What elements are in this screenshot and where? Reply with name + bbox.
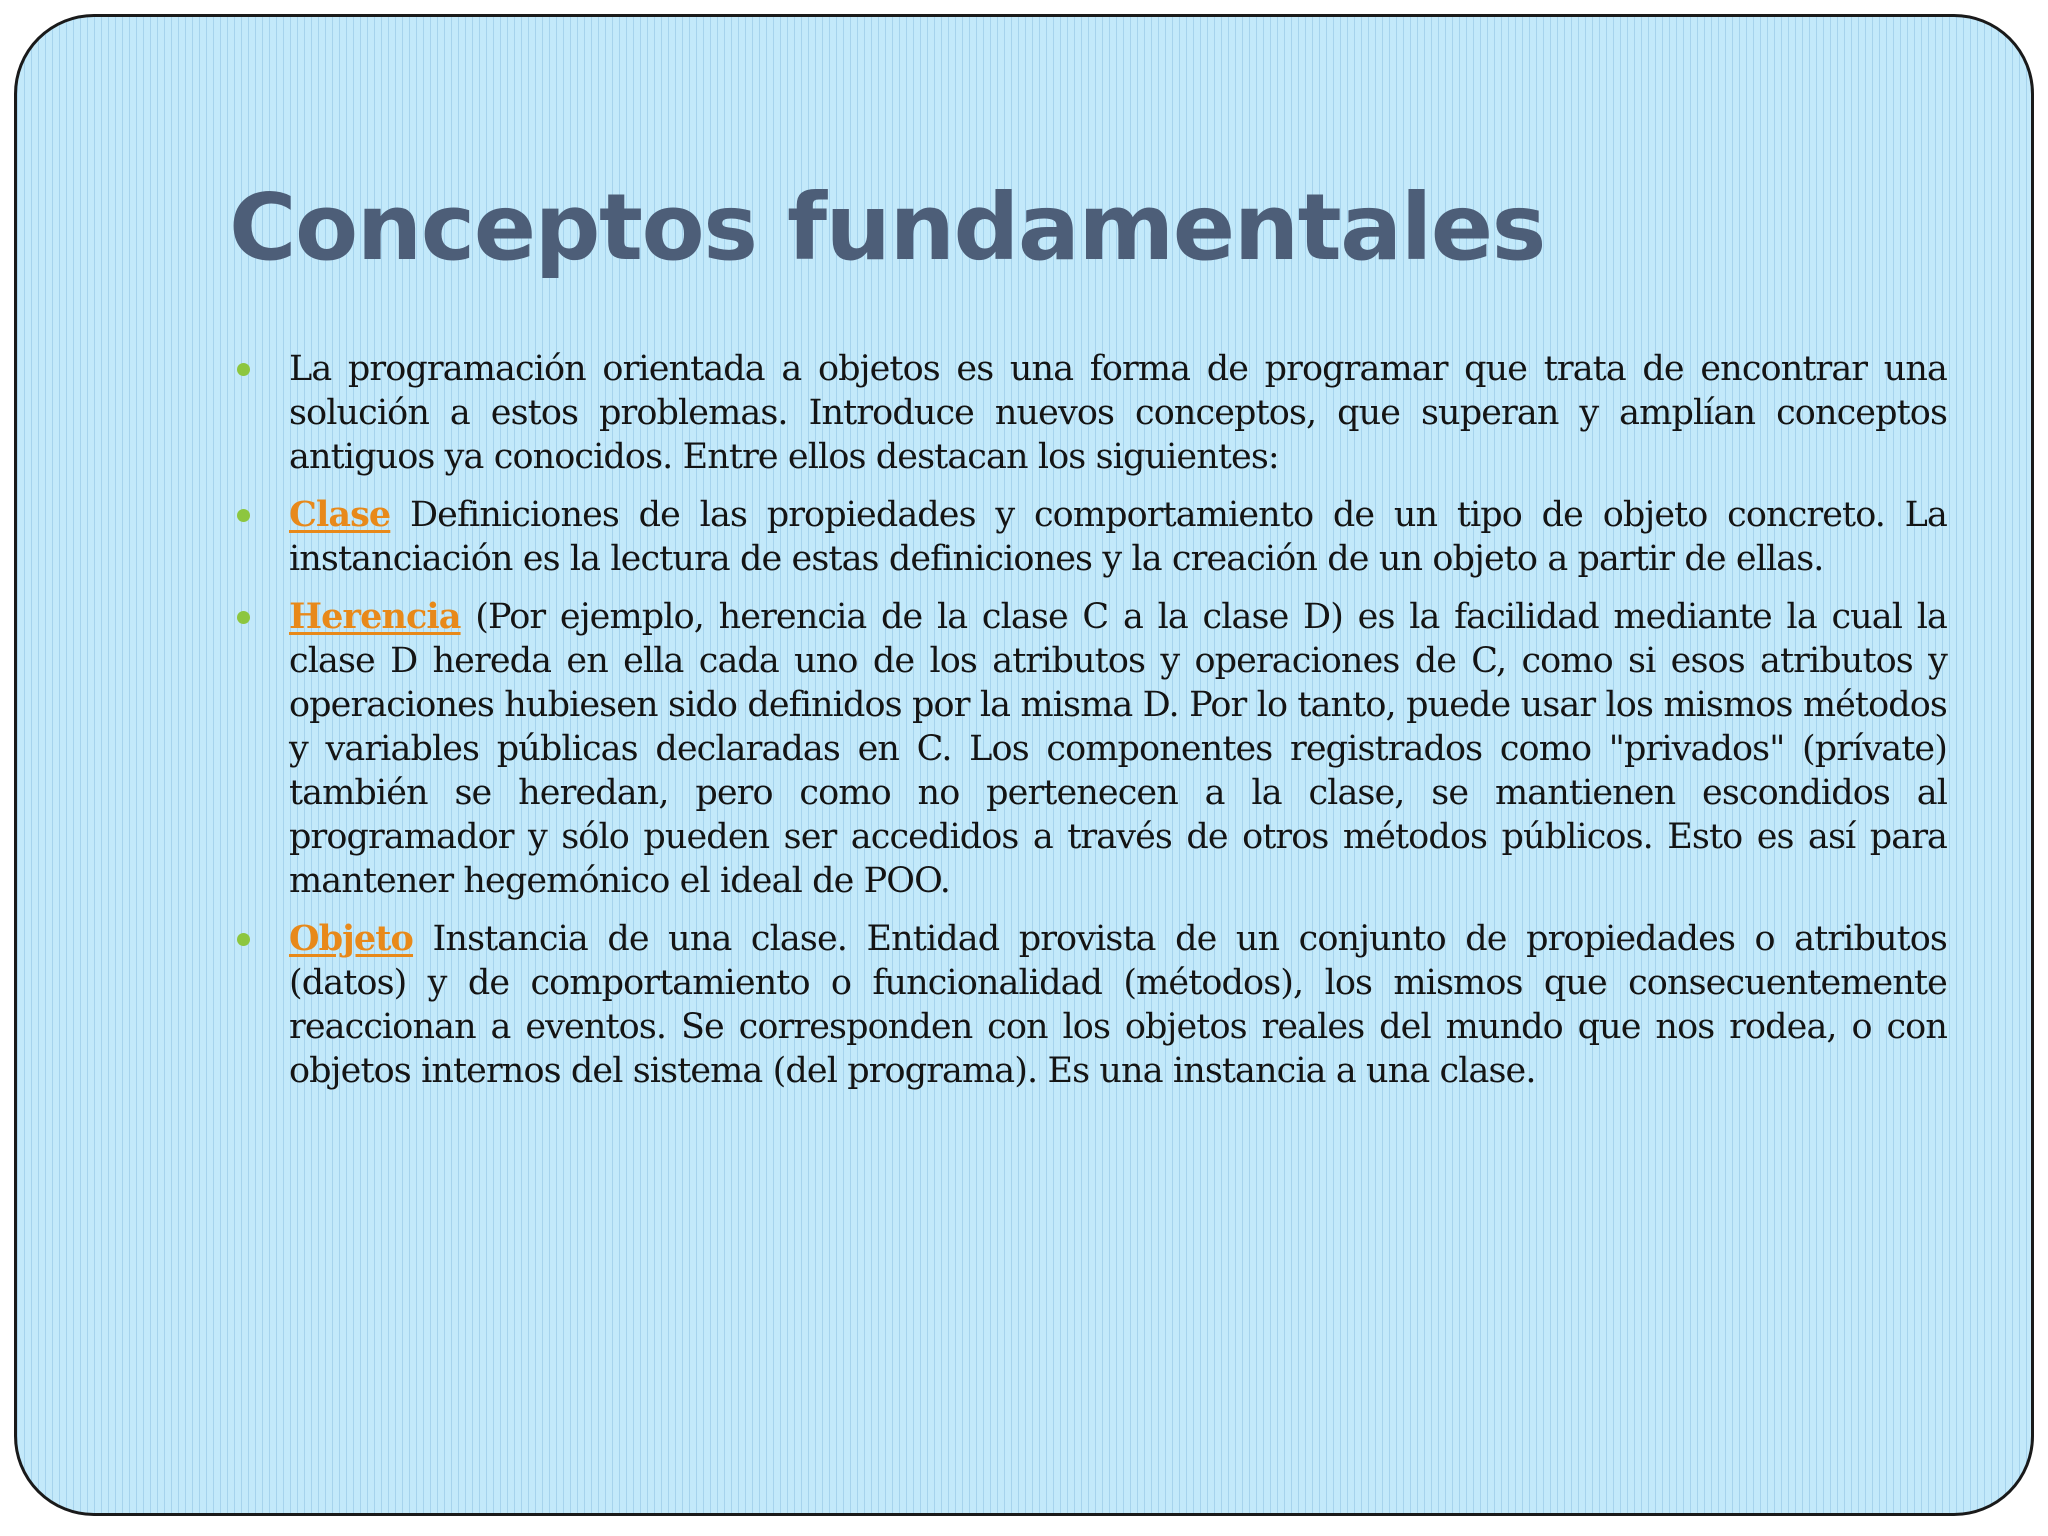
bullet-list [289,347,1947,1107]
bullet-dot-icon [237,611,250,624]
slide-title: Conceptos fundamentales [229,174,1545,281]
bullet-dot-icon [237,363,250,376]
bullet-intro-text: La programación orientada a objetos es una forma de programar que trata de encontrar una solución a estos problemas. Introduce nuevos conceptos, que superan y amplían conceptos antiguos ya conocidos. Entre ellos destacan los siguientes: [289,349,1947,477]
bullet-objeto [289,917,1947,1093]
bullet-dot-icon [237,933,250,946]
bullet-dot-icon [237,509,250,522]
bullet-herencia-text: (Por ejemplo, herencia de la clase C a la clase D) es la facilidad mediante la cual la clase D hereda en ella cada uno de los atributos y operaciones de C, como si esos atributos y operaciones hubiesen sido definidos por la misma D. Por lo tanto, puede usar los mismos métodos y variables públicas declaradas en C. Los componentes registrados como "privados" (prívate) también se heredan, pero como no pertenecen a la clase, se mantienen escondidos al programador y sólo pueden ser accedidos a través de otros métodos públicos. Esto es así para mantener hegemónico el ideal de POO. [289,597,1947,901]
bullet-intro [289,347,1947,479]
slide [14,14,2034,1516]
clase-link[interactable]: Clase [289,494,391,535]
bullet-objeto-text: Instancia de una clase. Entidad provista de un conjunto de propiedades o atributos (datos) y de comportamiento o funcionalidad (métodos), los mismos que consecuentemente reaccionan a eventos. Se corresponden con los objetos reales del mundo que nos rodea, o con objetos internos del sistema (del programa). Es una instancia a una clase. [289,919,1947,1091]
objeto-link[interactable]: Objeto [289,918,414,959]
bullet-clase [289,493,1947,581]
bullet-clase-text: Definiciones de las propiedades y comportamiento de un tipo de objeto concreto. La instanciación es la lectura de estas definiciones y la creación de un objeto a partir de ellas. [289,495,1947,579]
herencia-link[interactable]: Herencia [289,596,461,637]
bullet-herencia [289,595,1947,903]
